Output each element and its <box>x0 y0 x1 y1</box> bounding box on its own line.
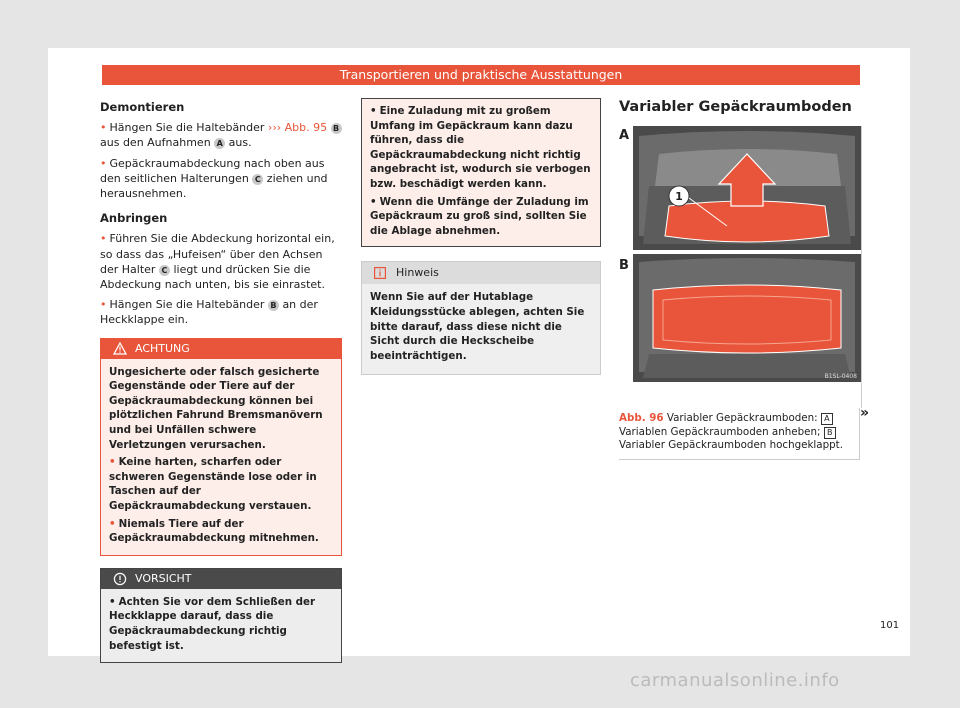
ref-badge-c: C <box>252 174 263 185</box>
bullet-icon: • <box>109 517 116 530</box>
left-column <box>100 100 342 663</box>
remove-step-1: • Hängen Sie die Haltebänder ››› Abb. 95 B aus den Aufnahmen A aus. <box>100 120 342 150</box>
bullet-icon: • <box>109 456 116 469</box>
bullet-icon: • <box>370 105 377 117</box>
figure-code: B1SL-0408 <box>824 373 857 380</box>
install-heading: Anbringen <box>100 211 168 226</box>
bullet-icon: • <box>100 121 107 135</box>
note-title: Hinweis <box>396 266 439 280</box>
warning-bullet-2: • Niemals Tiere auf der Gepäckraumabdeckung mitnehmen. <box>109 517 319 545</box>
figure-label-a: A <box>619 128 630 143</box>
watermark: carmanualsonline.info <box>630 670 840 691</box>
caution-box <box>100 568 342 663</box>
section-title: Variabler Gepäckraumboden <box>619 99 852 115</box>
note-box <box>361 261 601 375</box>
warning-continuation-box <box>361 98 601 247</box>
bullet-icon: • <box>100 232 107 246</box>
warning-text: Ungesicherte oder falsch gesicherte Gegenstände oder Tiere auf der Gepäckraumabdeckung können bei plötzlichen Fahrund Bremsmanövern und bei Unfällen schwere Verletzungen verursachen. <box>109 365 323 451</box>
continuation-bullet-1: • Eine Zuladung mit zu großem Umfang im Gepäckraum kann dazu führen, dass die Gepäckraumabdeckung nicht richtig angebracht ist, wodurch sie verbogen bzw. beschädigt werden kann. <box>370 105 591 190</box>
middle-column <box>361 98 601 375</box>
caption-label: Abb. 96 <box>619 412 664 424</box>
page-header: Transportieren und praktische Ausstattungen <box>102 65 860 85</box>
note-body <box>362 284 600 374</box>
bullet-icon: • <box>109 595 116 608</box>
info-note-icon <box>374 267 386 279</box>
install-step-1: • Führen Sie die Abdeckung horizontal ein, so dass das „Hufeisen“ über den Achsen der Halter C liegt und drücken Sie die Abdeckung nach unten, bis sie einrastet. <box>100 232 335 292</box>
note-header <box>362 262 600 284</box>
warning-title: ACHTUNG <box>135 341 190 355</box>
warning-triangle-icon <box>113 342 127 355</box>
ref-badge-a: A <box>214 138 225 149</box>
trunk-illustration-a <box>619 126 861 250</box>
ref-badge-b: B <box>268 300 279 311</box>
caution-circle-icon <box>113 572 127 586</box>
remove-step-2: • Gepäckraumabdeckung nach oben aus den seitlichen Halterungen C ziehen und herausnehmen. <box>100 156 328 201</box>
figure-link[interactable]: ››› Abb. 95 <box>267 121 328 135</box>
caption-key-a: A <box>821 413 833 425</box>
warning-bullet-1: • Keine harten, scharfen oder schweren Gegenstände lose oder in Taschen auf der Gepäckraumabdeckung verstauen. <box>109 456 317 512</box>
remove-heading: Demontieren <box>100 100 185 114</box>
caution-bullet-1: • Achten Sie vor dem Schließen der Heckklappe darauf, dass die Gepäckraumabdeckung richtig befestigt ist. <box>109 595 316 652</box>
caution-header <box>101 569 341 589</box>
bullet-icon: • <box>100 298 107 312</box>
page-number: 101 <box>880 620 900 631</box>
figure-label-b: B <box>619 258 629 273</box>
ref-badge-b: B <box>331 123 342 134</box>
bullet-icon: • <box>370 195 377 208</box>
continue-arrow-icon: » <box>860 405 870 421</box>
ref-badge-c: C <box>159 265 170 276</box>
callout-number: 1 <box>675 190 683 203</box>
continuation-bullet-2: • Wenn die Umfänge der Zuladung im Gepäckraum zu groß sind, sollten Sie die Ablage abnehmen. <box>370 195 589 237</box>
warning-header <box>101 339 341 359</box>
bullet-icon: • <box>100 156 107 170</box>
caption-key-b: B <box>824 427 836 439</box>
figure-96 <box>619 126 862 408</box>
warning-box <box>100 338 342 556</box>
warning-body <box>101 359 341 555</box>
caution-body <box>101 589 341 662</box>
install-step-2: • Hängen Sie die Haltebänder B an der Heckklappe ein. <box>100 298 318 327</box>
note-text: Wenn Sie auf der Hutablage Kleidungsstücke ablegen, achten Sie bitte darauf, dass diese nicht die Sicht durch die Heckscheibe beeinträchtigen. <box>370 291 585 362</box>
right-column <box>619 98 861 460</box>
caution-title: VORSICHT <box>135 571 192 585</box>
figure-caption: Abb. 96 Variabler Gepäckraumboden: A Variablen Gepäckraumboden anheben; B Variabler Gepäckraumboden hochgeklappt. <box>619 408 860 460</box>
trunk-illustration-b <box>619 254 861 384</box>
